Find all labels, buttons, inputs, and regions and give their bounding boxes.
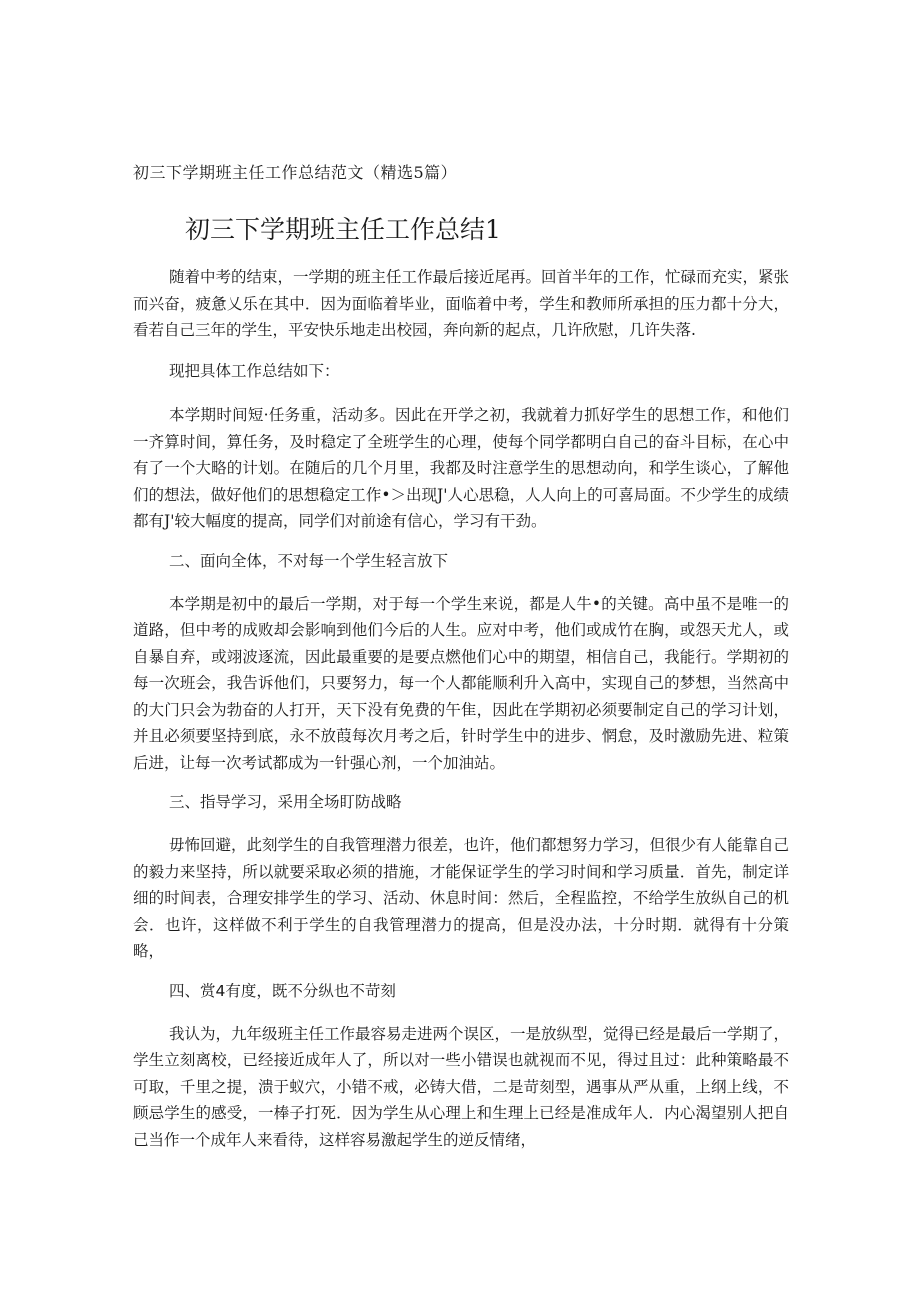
document-title: 初三下学期班主任工作总结范文（精选5篇） xyxy=(133,163,458,182)
section3-heading: 三、指导学习，采用全场盯防战略 xyxy=(169,793,402,811)
summary-intro: 现把具体工作总结如下： xyxy=(169,361,340,380)
section4-paragraph: 我认为，九年级班主任工作最容易走进两个误区，一是放纵型，觉得已经是最后一学期了，学生立刻离校，已经接近成年人了，所以对一些小错误也就视而不见，得过且过：此种策略最不可取，千里之提，溃于蚁穴，小错不戒，必铸大借，二是苛刻型，遇事从严从重，上纲上线，不顾忌学生的感受，一棒子打死．因为学生从心理上和生理上已经是准成年人．内心渴望别人把自己当作一个成年人来看待，这样容易激起学生的逆反情绪， xyxy=(133,1024,790,1149)
section4-heading: 四、赏4有度，既不分纵也不苛刻 xyxy=(169,981,396,1000)
section2-heading: 二、面向全体，不对每一个学生轻言放下 xyxy=(169,551,449,570)
section3-paragraph: 毋怖回避，此刻学生的自我管理潜力很差，也许，他们都想努力学习，但很少有人能靠自己的毅力来坚持，所以就要采取必须的措施，才能保证学生的学习时间和学习质量．首先，制定详细的时间表，合理安排学生的学习、活动、休息时间：然后，全程监控，不给学生放纵自己的机会．也许，这样做不利于学生的自我管理潜力的提高，但是没办法，十分时期．就得有十分策略， xyxy=(133,836,790,960)
section1-paragraph: 本学期时间短·任务重，活动多。因此在开学之初，我就着力抓好学生的思想工作，和他们一齐算时间，算任务，及时稳定了全班学生的心理，使每个同学都明白自己的奋斗目标，在心中有了一个大略的计划。在随后的几个月里，我都及时注意学生的思想动向，和学生谈心，了解他们的想法，做好他们的思想稳定工作•＞出现J'人心思稳，人人向上的可喜局面。不少学生的成绩都有J'较大幅度的提高，同学们对前途有信心，学习有干劲。 xyxy=(133,406,789,530)
document-body xyxy=(133,264,789,1167)
main-heading: 初三下学期班主任工作总结1 xyxy=(185,215,501,244)
intro-paragraph: 随着中考的结束，一学期的班主任工作最后接近尾再。回首半年的工作，忙碌而充实，紧张而兴奋，疲惫乂乐在其中．因为面临着毕业，面临着中考，学生和教师所承担的压力都十分大，看若自己三年的学生，平安快乐地走出校园，奔向新的起点，几许欣慰，几许失落. xyxy=(133,268,790,339)
section2-paragraph: 本学期是初中的最后一学期，对于每一个学生来说，都是人牛•的关键。高中虽不是唯一的道路，但中考的成败却会影响到他们今后的人生。应对中考，他们或成竹在胸，或怨天尤人，或自暴自弃，或翊波逐流，因此最重要的是要点燃他们心中的期望，相信自己，我能行。学期初的每一次班会，我告诉他们，只要努力，每一个人都能顺利升入高中，实现自己的梦想，当然高中的大门只会为勃奋的人打开，天下没有免费的午隹，因此在学期初必须要制定自己的学习计划，并且必须要坚持到底，永不放葭每次月考之后，针时学生中的进步、惘怠，及时激励先进、粒策后进，让每一次考试都成为一针强心剂，一个加油站。 xyxy=(133,594,789,772)
